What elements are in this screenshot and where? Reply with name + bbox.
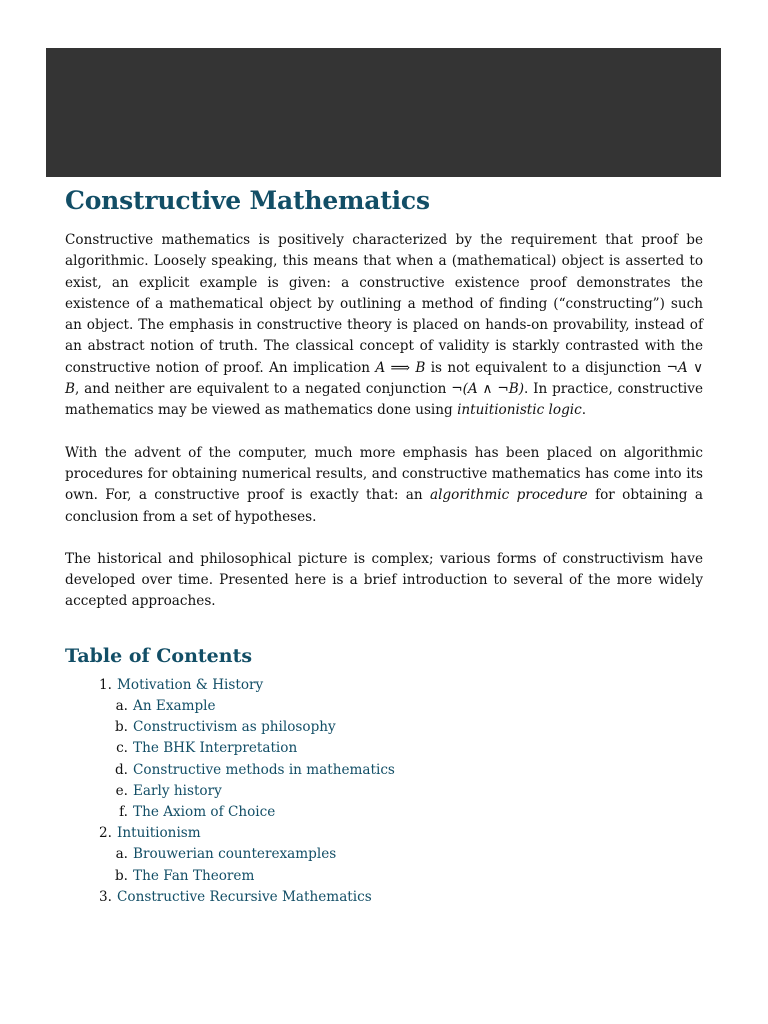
intro-text-1: Constructive mathematics is positively characterized by the requirement that proof be algorithmic. Loosely speaking, this means that when a (mathematical) object is asserted to exist, an explicit example is given: a constructive existence proof demonstrates the existence of a mathematical object by outlining a method of finding (“constructing”) such an object. The emphasis in constructive theory is placed on hands-on provability, instead of an abstract notion of truth. The classical concept of validity is starkly contrasted with the constructive notion of proof. An implication bbox=[65, 232, 703, 376]
computer-text-1: With the advent of the computer, much more emphasis has been placed on algorithmic procedures for obtaining numerical results, and constructive mathematics has come into its own. For, a constructive proof is exactly that: an bbox=[65, 444, 703, 504]
toc-number: 3. bbox=[99, 888, 112, 905]
toc-link-early-history[interactable]: Early history bbox=[133, 782, 222, 799]
toc-link-constructivism-philosophy[interactable]: Constructivism as philosophy bbox=[133, 719, 336, 736]
toc-item-counterexamples bbox=[65, 844, 703, 865]
toc-link-constructive-recursive[interactable]: Constructive Recursive Mathematics bbox=[117, 888, 372, 905]
toc-number: f. bbox=[119, 803, 128, 820]
toc-number: a. bbox=[115, 697, 128, 714]
toc-item-methods bbox=[65, 760, 703, 781]
toc-item-bhk bbox=[65, 738, 703, 759]
toc-link-intuitionism[interactable]: Intuitionism bbox=[117, 825, 201, 842]
formula-negated-conjunction: ¬(A ∧ ¬B) bbox=[451, 381, 525, 398]
toc-link-motivation-history[interactable]: Motivation & History bbox=[117, 676, 264, 693]
toc-number: 1. bbox=[99, 676, 112, 693]
toc-number: a. bbox=[115, 846, 128, 863]
formula-disjunction: ¬A ∨ B bbox=[65, 359, 704, 398]
toc-number: b. bbox=[114, 719, 128, 736]
toc-link-brouwerian-counterexamples[interactable]: Brouwerian counterexamples bbox=[133, 846, 337, 863]
toc-heading: Table of Contents bbox=[65, 644, 253, 667]
history-paragraph: The historical and philosophical picture is complex; various forms of constructivism have developed over time. Presented here is a brief introduction to several of the more widely accepted approaches. bbox=[65, 550, 703, 610]
toc-item-intuitionism bbox=[65, 823, 703, 844]
header-banner bbox=[46, 48, 721, 177]
computer-text-2: for obtaining a conclusion from a set of hypotheses. bbox=[65, 487, 703, 525]
computer-paragraph bbox=[65, 443, 703, 528]
toc-link-an-example[interactable]: An Example bbox=[133, 697, 216, 714]
toc-link-constructive-methods[interactable]: Constructive methods in mathematics bbox=[133, 761, 395, 778]
toc-item-example bbox=[65, 696, 703, 717]
table-of-contents bbox=[65, 675, 703, 908]
toc-number: c. bbox=[116, 740, 128, 757]
intro-paragraph bbox=[65, 230, 703, 422]
intro-text-2: is not equivalent to a disjunction bbox=[430, 359, 662, 376]
algorithmic-procedure-term: algorithmic procedure bbox=[430, 487, 588, 504]
toc-number: 2. bbox=[99, 825, 112, 842]
formula-implication: A ⟹ B bbox=[375, 359, 426, 376]
toc-item-axiom-choice bbox=[65, 802, 703, 823]
intro-text-3: , and neither are equivalent to a negated conjunction bbox=[75, 381, 447, 398]
toc-item-recursive bbox=[65, 887, 703, 908]
toc-item-early-history bbox=[65, 781, 703, 802]
toc-link-bhk-interpretation[interactable]: The BHK Interpretation bbox=[133, 740, 298, 757]
toc-link-axiom-of-choice[interactable]: The Axiom of Choice bbox=[133, 803, 276, 820]
toc-item-fan-theorem bbox=[65, 866, 703, 887]
page-title: Constructive Mathematics bbox=[65, 186, 430, 215]
intro-text-4: . In practice, constructive mathematics may be viewed as mathematics done using bbox=[65, 381, 704, 419]
toc-item-motivation bbox=[65, 675, 703, 696]
toc-number: b. bbox=[114, 867, 128, 884]
intro-end: . bbox=[581, 402, 587, 419]
article-body bbox=[65, 186, 703, 908]
toc-link-fan-theorem[interactable]: The Fan Theorem bbox=[133, 867, 255, 884]
toc-number: e. bbox=[115, 782, 128, 799]
toc-item-philosophy bbox=[65, 717, 703, 738]
toc-number: d. bbox=[114, 761, 128, 778]
intuitionistic-logic-term: intuitionistic logic bbox=[457, 402, 582, 419]
